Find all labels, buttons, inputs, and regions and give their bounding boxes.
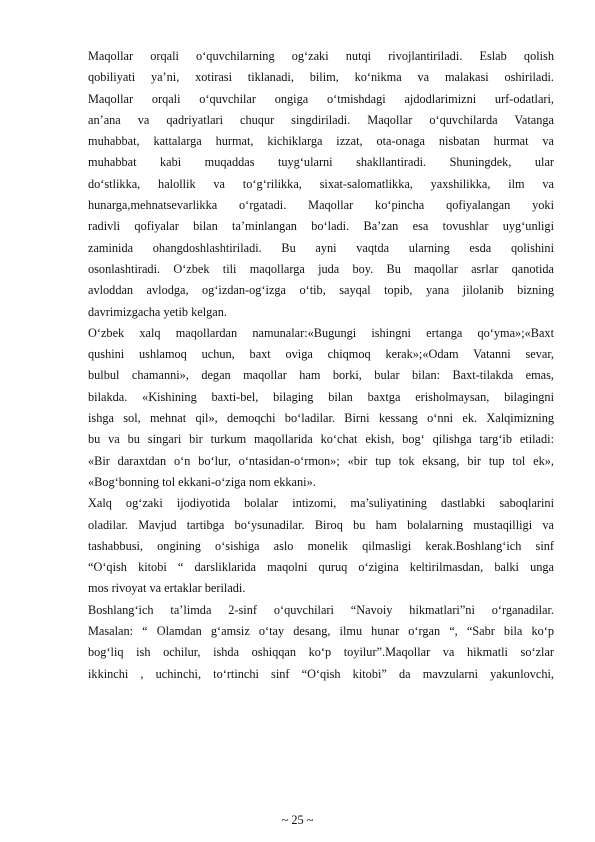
document-body: [88, 46, 554, 685]
text-line: Maqollar orqali o‘quvchilarning og‘zaki nutqi rivojlantiriladi. Eslab qolish: [88, 49, 554, 63]
text-line: avloddan avlodga, og‘izdan-og‘izga o‘tib, sayqal topib, yana jilolanib bizning: [88, 283, 554, 298]
text-line: «Bir daraxtdan o‘n bo‘lur, o‘ntasidan-o‘rmon»; «bir tup tok eksang, bir tup tol ek»,: [88, 453, 554, 468]
paragraph-4: [88, 600, 554, 685]
paragraph-2: [88, 323, 554, 493]
text-line: bu va bu singari bir turkum maqollarida ko‘chat ekish, bog‘ qilishga targ‘ib etiladi:: [88, 432, 554, 447]
text-line: bilakda. «Kishining baxti-bel, bilaging bilan baxtga erisholmaysan, bilagingni: [88, 389, 554, 404]
text-line: an’ana va qadriyatlari chuqur singdiriladi. Maqollar o‘quvchilarda Vatanga: [88, 112, 554, 127]
text-line: davrimizgacha yetib kelgan.: [88, 304, 227, 319]
text-line: bulbul chamanni», degan maqollar ham borki, bular bilan: Baxt-tilakda emas,: [88, 368, 554, 383]
text-line: ishga sol, mehnat qil», demoqchi bo‘ladilar. Birni kessang o‘nni ek. Xalqimizning: [88, 411, 554, 426]
text-line: qobiliyati ya’ni, xotirasi tiklanadi, bilim, ko‘nikma va malakasi oshiriladi.: [88, 70, 554, 85]
text-line: qushini ushlamoq uchun, baxt oviga chiqmoq kerak»;«Odam Vatanni sevar,: [88, 347, 554, 362]
text-line: Xalq og‘zaki ijodiyotida bolalar intizomi, ma’suliyatining dastlabki saboqlarini: [88, 496, 554, 511]
text-line: muhabbat, kattalarga hurmat, kichiklarga izzat, ota-onaga nisbatan hurmat va: [88, 134, 554, 149]
text-line: hunarga,mehnatsevarlikka o‘rgatadi. Maqollar ko‘pincha qofiyalangan yoki: [88, 198, 554, 213]
text-line: oladilar. Mavjud tartibga bo‘ysunadilar. Biroq bu ham bolalarning mustaqilligi va: [88, 517, 554, 532]
text-line: Boshlang‘ich ta’limda 2-sinf o‘quvchilari “Navoiy hikmatlari”ni o‘rganadilar.: [88, 602, 554, 617]
text-line: zaminida ohangdoshlashtiriladi. Bu ayni vaqtda ularning esda qolishini: [88, 240, 554, 255]
text-line: osonlashtiradi. O‘zbek tili maqollarga juda boy. Bu maqollar asrlar qanotida: [88, 261, 554, 276]
text-line: ikkinchi , uchinchi, to‘rtinchi sinf “O‘qish kitobi” da mavzularni yakunlovchi,: [88, 666, 554, 681]
page-number: ~ 25 ~: [281, 813, 314, 827]
text-line: do‘stlikka, halollik va to‘g‘rilikka, sixat-salomatlikka, yaxshilikka, ilm va: [88, 176, 554, 191]
text-line: mos rivoyat va ertaklar beriladi.: [88, 581, 246, 596]
text-line: muhabbat kabi muqaddas tuyg‘ularni shakllantiradi. Shuningdek, ular: [88, 155, 554, 170]
text-line: Maqollar orqali o‘quvchilar ongiga o‘tmishdagi ajdodlarimizni urf-odatlari,: [88, 91, 554, 106]
text-line: radivli qofiyalar bilan ta’minlangan bo‘ladi. Ba’zan esa tovushlar uyg‘unligi: [88, 219, 554, 234]
text-line: O‘zbek xalq maqollardan namunalar:«Bugungi ishingni ertanga qo‘yma»;«Baxt: [88, 325, 554, 340]
text-line: Masalan: “ Olamdan g‘amsiz o‘tay desang, ilmu hunar o‘rgan “, “Sabr bila ko‘p: [88, 624, 554, 639]
text-line: tashabbusi, ongining o‘sishiga aslo monelik qilmasligi kerak.Boshlang‘ich sinf: [88, 538, 554, 553]
text-line: “O‘qish kitobi “ darsliklarida maqolni quruq o‘zigina keltirilmasdan, balki unga: [88, 560, 554, 575]
text-line: bog‘liq ish ochilur, ishda oshiqqan ko‘p toyilur”.Maqollar va hikmatli so‘zlar: [88, 645, 554, 660]
paragraph-1: [88, 46, 554, 323]
text-line: «Bog‘bonning tol ekkani-o‘ziga nom ekkani».: [88, 474, 316, 489]
paragraph-3: [88, 493, 554, 599]
